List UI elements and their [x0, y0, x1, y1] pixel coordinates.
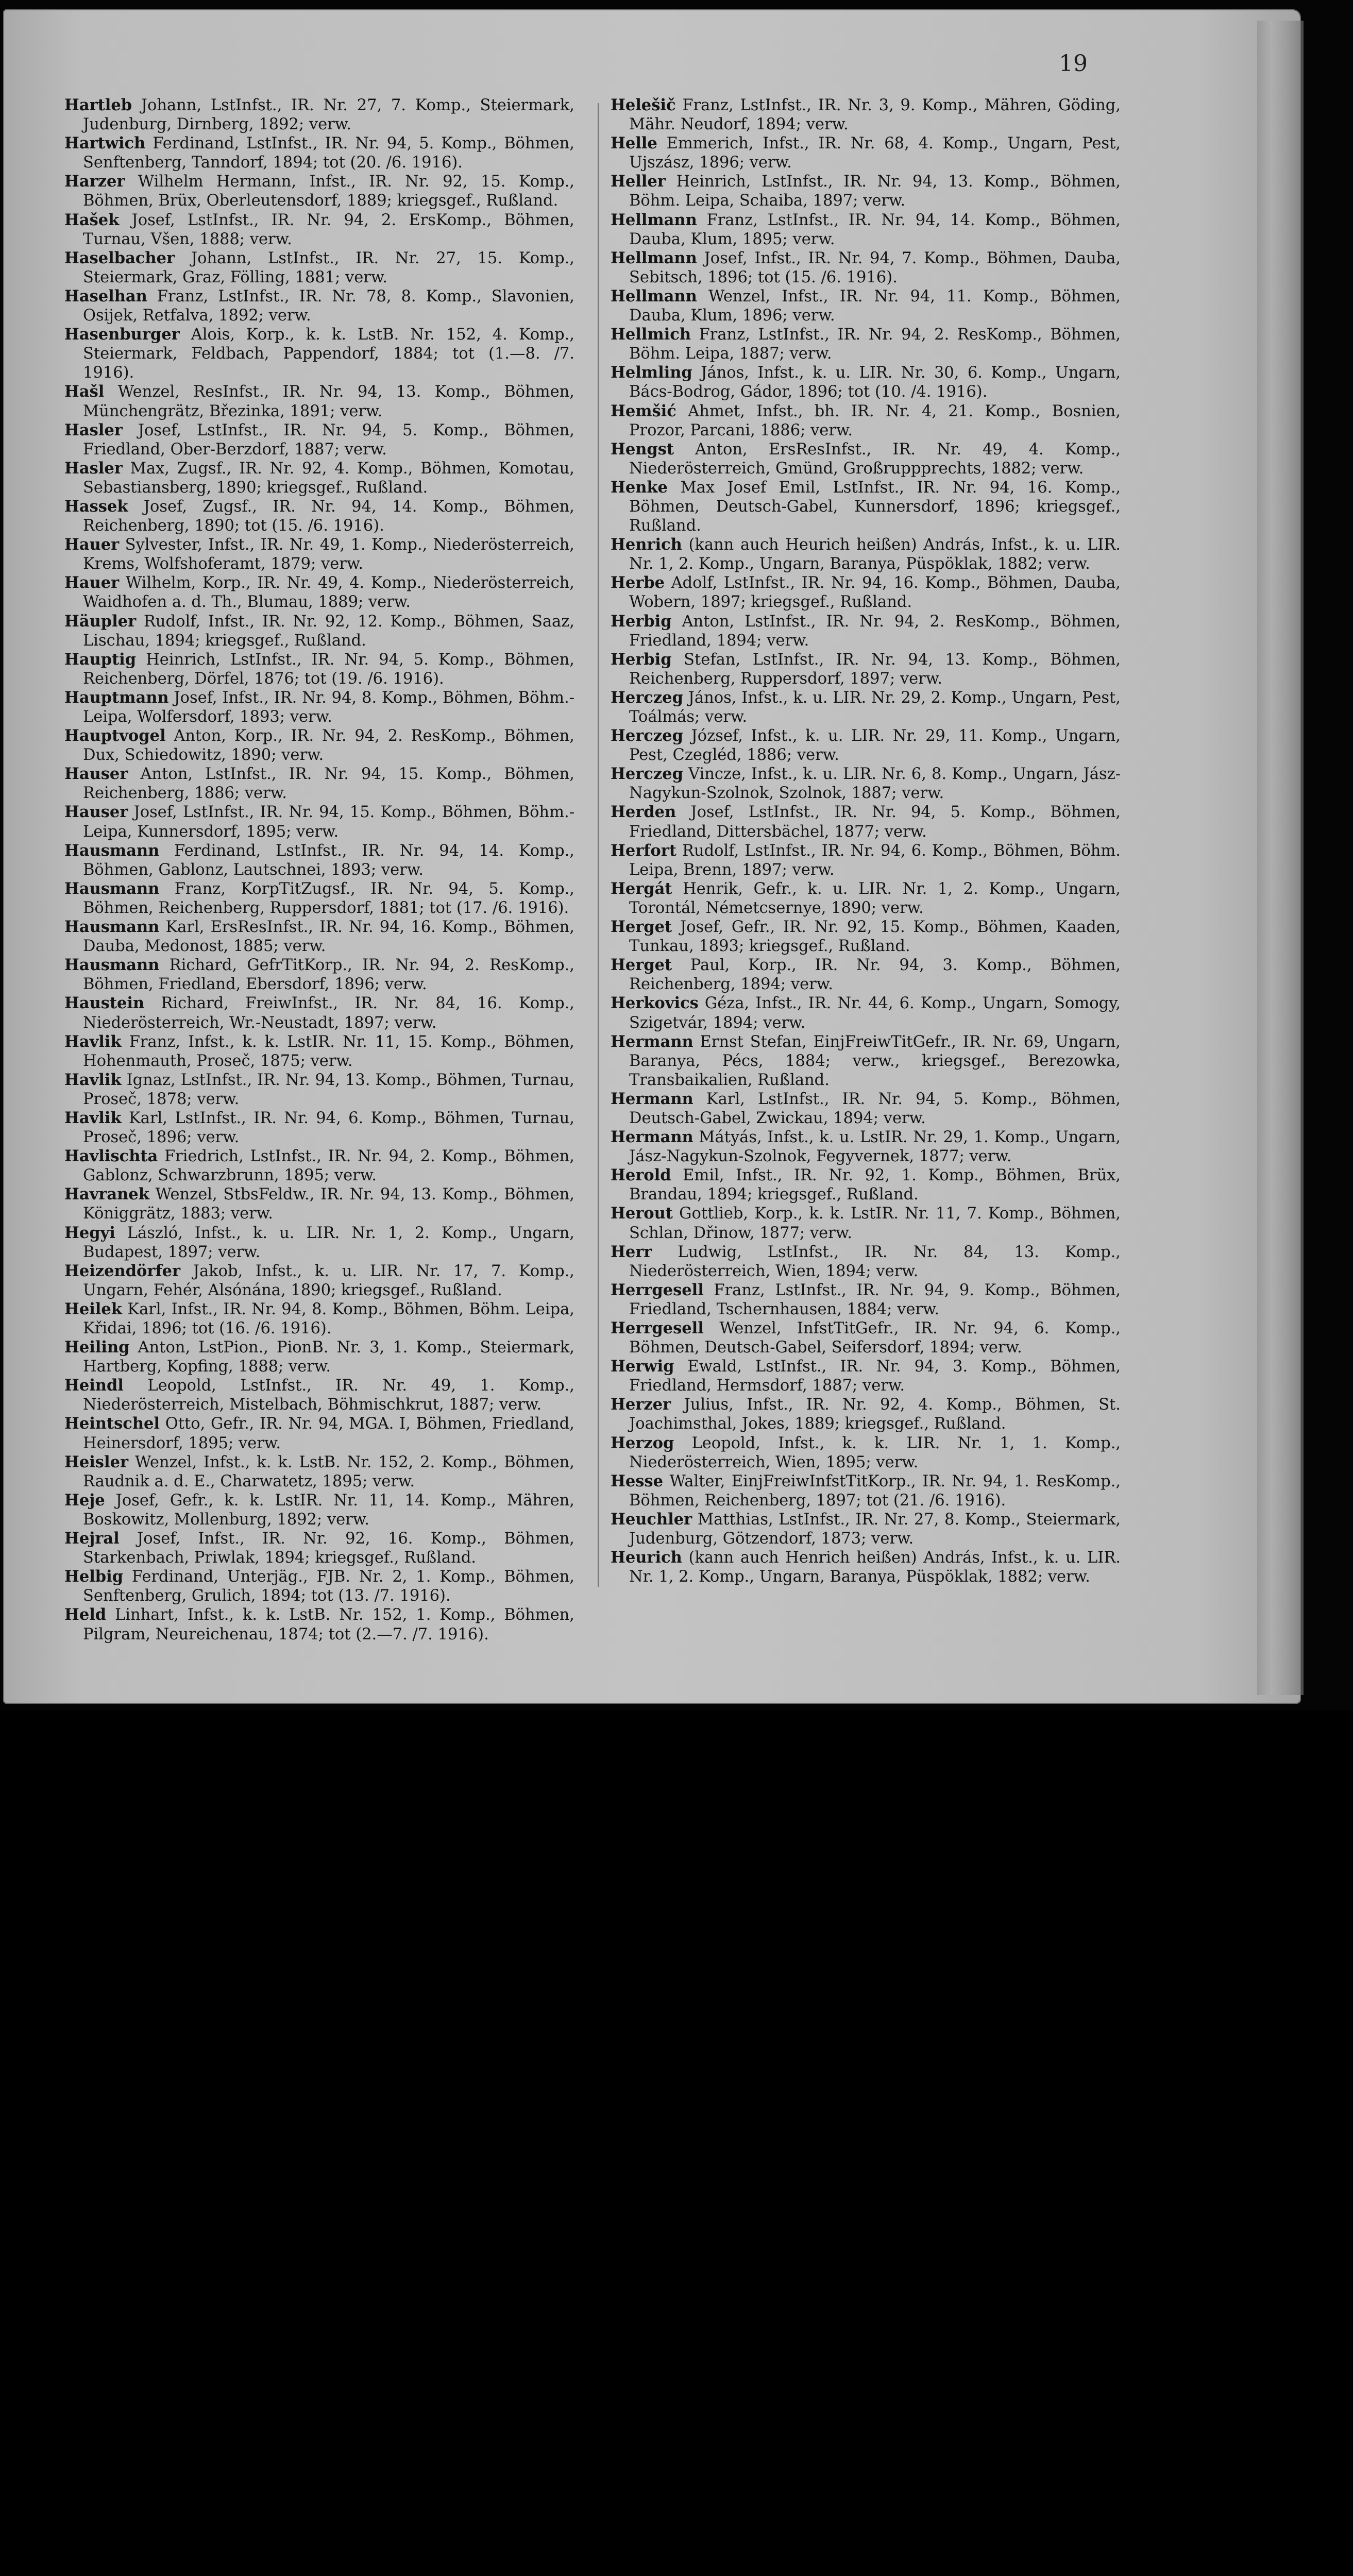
entry-surname: Hellmann — [611, 248, 697, 267]
list-entry — [611, 1128, 1121, 1166]
list-entry — [611, 363, 1121, 401]
entry-surname: Hauer — [64, 573, 120, 592]
list-entry — [64, 803, 574, 841]
list-entry — [611, 994, 1121, 1032]
list-entry — [611, 402, 1121, 440]
entry-details: Franz, Infst., k. k. LstIR. Nr. 11, 15. Komp., Böhmen, Hohenmauth, Proseč, 1875; verw. — [83, 1032, 574, 1070]
list-entry — [611, 1357, 1121, 1395]
list-entry — [64, 841, 574, 879]
entry-details: Anton, LstPion., PionB. Nr. 3, 1. Komp., Steiermark, Hartberg, Kopfing, 1888; verw. — [83, 1338, 574, 1376]
entry-details: Anton, LstInfst., IR. Nr. 94, 15. Komp., Böhmen, Reichenberg, 1886; verw. — [83, 765, 574, 803]
entry-surname: Hesse — [611, 1471, 663, 1490]
entry-surname: Herbe — [611, 573, 665, 592]
list-entry — [611, 956, 1121, 994]
entry-details: Paul, Korp., IR. Nr. 94, 3. Komp., Böhmen, Reichenberg, 1894; verw. — [629, 956, 1121, 994]
entry-details: Anton, Korp., IR. Nr. 94, 2. ResKomp., Böhmen, Dux, Schiedowitz, 1890; verw. — [83, 727, 574, 765]
entry-details: Wilhelm Hermann, Infst., IR. Nr. 92, 15. Komp., Böhmen, Brüx, Oberleutensdorf, 1889; kriegsgef., Rußland. — [83, 173, 574, 210]
entry-details: Karl, ErsResInfst., IR. Nr. 94, 16. Komp., Böhmen, Dauba, Medonost, 1885; verw. — [83, 918, 574, 956]
entry-surname: Herden — [611, 803, 676, 822]
list-entry — [64, 382, 574, 420]
list-entry — [611, 134, 1121, 172]
entry-details: Josef, LstInfst., IR. Nr. 94, 2. ErsKomp., Böhmen, Turnau, Všen, 1888; verw. — [83, 211, 574, 248]
entry-details: Wenzel, ResInfst., IR. Nr. 94, 13. Komp., Böhmen, Münchengrätz, Březinka, 1891; verw. — [83, 383, 574, 420]
entry-details: Wenzel, Infst., IR. Nr. 94, 11. Komp., Böhmen, Dauba, Klum, 1896; verw. — [629, 287, 1121, 325]
list-entry — [64, 287, 574, 325]
entry-details: Franz, LstInfst., IR. Nr. 78, 8. Komp., Slavonien, Osijek, Retfalva, 1892; verw. — [83, 287, 574, 325]
list-entry — [64, 573, 574, 612]
entry-surname: Hergát — [611, 879, 672, 898]
entry-surname: Hauptig — [64, 650, 137, 669]
entry-surname: Herzer — [611, 1395, 671, 1414]
entry-details: Leopold, Infst., k. k. LIR. Nr. 1, 1. Komp., Niederösterreich, Wien, 1895; verw. — [629, 1434, 1121, 1471]
entry-details: Henrik, Gefr., k. u. LIR. Nr. 1, 2. Komp., Ungarn, Torontál, Németcsernye, 1890; verw. — [629, 879, 1121, 917]
entry-surname: Heisler — [64, 1452, 129, 1471]
list-entry — [611, 440, 1121, 478]
entry-details: Karl, LstInfst., IR. Nr. 94, 5. Komp., Böhmen, Deutsch-Gabel, Zwickau, 1894; verw. — [629, 1090, 1121, 1127]
entry-surname: Herwig — [611, 1357, 674, 1376]
list-entry — [64, 1147, 574, 1185]
entry-surname: Herget — [611, 918, 672, 937]
list-entry — [611, 841, 1121, 879]
entry-surname: Havlischta — [64, 1147, 158, 1166]
list-entry — [64, 1453, 574, 1491]
paper-edge — [1257, 21, 1304, 1695]
entry-details: Anton, ErsResInfst., IR. Nr. 49, 4. Komp., Niederösterreich, Gmünd, Großruppprechts, 1882; verw. — [629, 440, 1121, 478]
entry-details: Heinrich, LstInfst., IR. Nr. 94, 13. Komp., Böhmen, Böhm. Leipa, Schaiba, 1897; verw. — [629, 173, 1121, 210]
list-entry — [64, 249, 574, 287]
entry-surname: Herczeg — [611, 688, 683, 707]
list-entry — [64, 879, 574, 918]
entry-details: Max Josef Emil, LstInfst., IR. Nr. 94, 16. Komp., Böhmen, Deutsch-Gabel, Kunnersdorf, 1896; kriegsgef., Rußland. — [629, 478, 1121, 535]
entry-details: Josef, Infst., IR. Nr. 94, 8. Komp., Böhmen, Böhm.-Leipa, Wolfersdorf, 1893; verw. — [83, 688, 574, 726]
entry-details: László, Infst., k. u. LIR. Nr. 1, 2. Komp., Ungarn, Budapest, 1897; verw. — [83, 1224, 574, 1261]
list-entry — [64, 1071, 574, 1109]
entry-details: Gottlieb, Korp., k. k. LstIR. Nr. 11, 7. Komp., Böhmen, Schlan, Dřinow, 1877; verw. — [629, 1205, 1121, 1242]
entry-details: Ludwig, LstInfst., IR. Nr. 84, 13. Komp., Niederösterreich, Wien, 1894; verw. — [629, 1243, 1121, 1280]
entry-surname: Harzer — [64, 172, 125, 191]
entry-details: (kann auch Heurich heißen) András, Infst., k. u. LIR. Nr. 1, 2. Komp., Ungarn, Baranya, Püspöklak, 1882; verw. — [629, 536, 1121, 573]
list-entry — [64, 421, 574, 459]
entry-details: Mátyás, Infst., k. u. LstIR. Nr. 29, 1. Komp., Ungarn, Jász-Nagykun-Szolnok, Fegyvernek, 1877; verw. — [629, 1128, 1121, 1166]
entry-surname: Hauser — [64, 803, 128, 822]
entry-details: Alois, Korp., k. k. LstB. Nr. 152, 4. Komp., Steiermark, Feldbach, Pappendorf, 1884; tot (1.—8. /7. 1916). — [83, 326, 574, 382]
list-entry — [611, 535, 1121, 573]
list-entry — [611, 249, 1121, 287]
entry-details: Josef, Gefr., IR. Nr. 92, 15. Komp., Böhmen, Kaaden, Tunkau, 1893; kriegsgef., Rußland. — [629, 918, 1121, 956]
entry-surname: Herrgesell — [611, 1319, 704, 1337]
entry-surname: Herczeg — [611, 765, 683, 784]
entry-details: Josef, LstInfst., IR. Nr. 94, 5. Komp., Böhmen, Friedland, Dittersbächel, 1877; verw. — [629, 803, 1121, 841]
entry-details: Josef, Infst., IR. Nr. 94, 7. Komp., Böhmen, Dauba, Sebitsch, 1896; tot (15. /6. 1916). — [629, 249, 1121, 286]
entry-surname: Hasler — [64, 420, 123, 439]
list-entry — [64, 726, 574, 765]
entry-details: Franz, LstInfst., IR. Nr. 94, 2. ResKomp., Böhmen, Böhm. Leipa, 1887; verw. — [629, 326, 1121, 363]
list-entry — [611, 1090, 1121, 1128]
entry-surname: Hellmich — [611, 325, 691, 344]
entry-surname: Hausmann — [64, 956, 160, 975]
entry-surname: Havlik — [64, 1032, 122, 1051]
entry-details: Ernst Stefan, EinjFreiwTitGefr., IR. Nr. 69, Ungarn, Baranya, Pécs, 1884; verw., kriegsgef., Berezowka, Transbaikalien, Rußland. — [629, 1032, 1121, 1089]
entry-surname: Heuchler — [611, 1510, 692, 1529]
entry-details: Friedrich, LstInfst., IR. Nr. 94, 2. Komp., Böhmen, Gablonz, Schwarzbrunn, 1895; verw. — [83, 1147, 574, 1185]
entry-surname: Heje — [64, 1490, 105, 1510]
entry-surname: Hauser — [64, 765, 128, 784]
entry-surname: Hausmann — [64, 918, 160, 937]
entry-surname: Haselbacher — [64, 248, 175, 267]
entry-surname: Herzog — [611, 1433, 674, 1452]
list-entry — [611, 879, 1121, 918]
entry-surname: Heilek — [64, 1299, 122, 1318]
list-entry — [611, 650, 1121, 688]
list-entry — [64, 1529, 574, 1567]
entry-details: János, Infst., k. u. LIR. Nr. 30, 6. Komp., Ungarn, Bács-Bodrog, Gádor, 1896; tot (10. /4. 1916). — [629, 364, 1121, 401]
entry-details: József, Infst., k. u. LIR. Nr. 29, 11. Komp., Ungarn, Pest, Czegléd, 1886; verw. — [629, 727, 1121, 765]
list-entry — [611, 688, 1121, 726]
entry-surname: Heiling — [64, 1338, 130, 1357]
entry-details: Ewald, LstInfst., IR. Nr. 94, 3. Komp., Böhmen, Friedland, Hermsdorf, 1887; verw. — [629, 1358, 1121, 1395]
entry-surname: Heizendörfer — [64, 1261, 181, 1280]
list-entry — [64, 325, 574, 382]
page-number: 19 — [1059, 50, 1088, 77]
entry-details: Karl, Infst., IR. Nr. 94, 8. Komp., Böhmen, Böhm. Leipa, Křidai, 1896; tot (16. /6. 1916). — [83, 1300, 574, 1337]
entry-details: Linhart, Infst., k. k. LstB. Nr. 152, 1. Komp., Böhmen, Pilgram, Neureichenau, 1874; tot (2.—7. /7. 1916). — [83, 1606, 574, 1643]
list-entry — [64, 1376, 574, 1414]
entry-details: Wenzel, Infst., k. k. LstB. Nr. 152, 2. Komp., Böhmen, Raudnik a. d. E., Charwatetz, 1895; verw. — [83, 1453, 574, 1490]
entry-details: Otto, Gefr., IR. Nr. 94, MGA. I, Böhmen, Friedland, Heinersdorf, 1895; verw. — [83, 1415, 574, 1452]
list-entry — [611, 1548, 1121, 1586]
entry-details: Rudolf, LstInfst., IR. Nr. 94, 6. Komp., Böhmen, Böhm. Leipa, Brenn, 1897; verw. — [629, 841, 1121, 879]
list-entry — [64, 1567, 574, 1605]
list-entry — [611, 803, 1121, 841]
entry-details: Ferdinand, Unterjäg., FJB. Nr. 2, 1. Komp., Böhmen, Senftenberg, Grulich, 1894; tot (13. /7. 1916). — [83, 1568, 574, 1605]
list-entry — [64, 650, 574, 688]
entry-surname: Hermann — [611, 1128, 694, 1147]
entry-surname: Hartwich — [64, 134, 146, 153]
entry-surname: Hašek — [64, 210, 120, 229]
list-entry — [611, 1166, 1121, 1204]
list-entry — [611, 918, 1121, 956]
list-entry — [611, 1472, 1121, 1510]
entry-details: Emil, Infst., IR. Nr. 92, 1. Komp., Böhmen, Brüx, Brandau, 1894; kriegsgef., Rußland. — [629, 1166, 1121, 1204]
list-entry — [64, 1414, 574, 1452]
entry-surname: Hausmann — [64, 841, 160, 860]
list-entry — [611, 325, 1121, 363]
list-entry — [64, 172, 574, 210]
entry-details: Josef, Zugsf., IR. Nr. 94, 14. Komp., Böhmen, Reichenberg, 1890; tot (15. /6. 1916). — [83, 497, 574, 535]
entry-surname: Hemšić — [611, 401, 676, 420]
entry-surname: Heintschel — [64, 1414, 160, 1433]
entry-surname: Hasler — [64, 459, 123, 478]
list-entry — [64, 1491, 574, 1529]
entry-surname: Herget — [611, 956, 672, 975]
list-entry — [611, 287, 1121, 325]
entry-surname: Hasenburger — [64, 325, 180, 344]
list-entry — [611, 96, 1121, 134]
entry-details: Walter, EinjFreiwInfstTitKorp., IR. Nr. 94, 1. ResKomp., Böhmen, Reichenberg, 1897; tot (21. /6. 1916). — [629, 1472, 1121, 1510]
entry-details: Ferdinand, LstInfst., IR. Nr. 94, 14. Komp., Böhmen, Gablonz, Lautschnei, 1893; verw. — [83, 841, 574, 879]
entry-surname: Henke — [611, 478, 668, 497]
list-entry — [64, 1605, 574, 1643]
entry-surname: Helle — [611, 134, 657, 153]
list-entry — [64, 459, 574, 497]
entry-surname: Havlik — [64, 1108, 122, 1127]
list-entry — [64, 994, 574, 1032]
list-entry — [64, 1109, 574, 1147]
entry-details: Josef, LstInfst., IR. Nr. 94, 15. Komp., Böhmen, Böhm.-Leipa, Kunnersdorf, 1895; verw. — [83, 803, 574, 841]
list-entry — [611, 478, 1121, 535]
entry-details: Sylvester, Infst., IR. Nr. 49, 1. Komp., Niederösterreich, Krems, Wolfshoferamt, 1879; verw. — [83, 536, 574, 573]
list-entry — [611, 573, 1121, 612]
list-entry — [611, 1204, 1121, 1242]
entry-details: Géza, Infst., IR. Nr. 44, 6. Komp., Ungarn, Somogy, Szigetvár, 1894; verw. — [629, 994, 1121, 1032]
list-entry — [64, 497, 574, 535]
entry-surname: Herr — [611, 1242, 652, 1261]
list-entry — [64, 612, 574, 650]
list-entry — [611, 1243, 1121, 1281]
entry-surname: Hellmann — [611, 286, 697, 306]
entry-surname: Herfort — [611, 841, 676, 860]
entry-details: Jakob, Infst., k. u. LIR. Nr. 17, 7. Komp., Ungarn, Fehér, Alsónána, 1890; kriegsgef., Rußland. — [83, 1262, 574, 1299]
entry-surname: Haselhan — [64, 286, 147, 306]
entry-surname: Havlik — [64, 1070, 122, 1089]
entry-surname: Häupler — [64, 612, 137, 631]
entry-surname: Havranek — [64, 1185, 149, 1204]
entry-details: Rudolf, Infst., IR. Nr. 92, 12. Komp., Böhmen, Saaz, Lischau, 1894; kriegsgef., Rußland. — [83, 612, 574, 650]
list-entry — [611, 726, 1121, 765]
entry-surname: Hausmann — [64, 879, 160, 898]
entry-surname: Herrgesell — [611, 1280, 704, 1299]
entry-details: Franz, KorpTitZugsf., IR. Nr. 94, 5. Komp., Böhmen, Reichenberg, Ruppersdorf, 1881; tot (17. /6. 1916). — [83, 879, 574, 917]
list-entry — [64, 96, 574, 134]
entry-details: Ferdinand, LstInfst., IR. Nr. 94, 5. Komp., Böhmen, Senftenberg, Tanndorf, 1894; tot (20. /6. 1916). — [83, 134, 574, 172]
entry-surname: Herbig — [611, 650, 672, 669]
entry-surname: Hartleb — [64, 96, 132, 114]
entry-details: János, Infst., k. u. LIR. Nr. 29, 2. Komp., Ungarn, Pest, Toálmás; verw. — [629, 688, 1121, 726]
list-entry — [611, 172, 1121, 210]
entry-details: Matthias, LstInfst., IR. Nr. 27, 8. Komp., Steiermark, Judenburg, Götzendorf, 1873; verw. — [629, 1510, 1121, 1548]
entry-details: Adolf, LstInfst., IR. Nr. 94, 16. Komp., Böhmen, Dauba, Wobern, 1897; kriegsgef., Rußland. — [629, 574, 1121, 612]
left-column — [64, 96, 574, 1644]
entry-details: Wenzel, StbsFeldw., IR. Nr. 94, 13. Komp., Böhmen, Königgrätz, 1883; verw. — [83, 1185, 574, 1223]
list-entry — [611, 1510, 1121, 1548]
entry-surname: Herold — [611, 1166, 671, 1185]
entry-details: Leopold, LstInfst., IR. Nr. 49, 1. Komp., Niederösterreich, Mistelbach, Böhmischkrut, 1887; verw. — [83, 1377, 574, 1414]
entry-details: Ahmet, Infst., bh. IR. Nr. 4, 21. Komp., Bosnien, Prozor, Parcani, 1886; verw. — [629, 402, 1121, 439]
list-entry — [611, 1395, 1121, 1433]
entry-surname: Herczeg — [611, 726, 683, 745]
list-entry — [611, 1032, 1121, 1090]
entry-surname: Hermann — [611, 1032, 694, 1051]
entry-details: Johann, LstInfst., IR. Nr. 27, 7. Komp., Steiermark, Judenburg, Dirnberg, 1892; verw. — [83, 96, 574, 134]
right-column — [611, 96, 1121, 1586]
entry-surname: Hašl — [64, 382, 105, 401]
entry-details: Anton, LstInfst., IR. Nr. 94, 2. ResKomp., Böhmen, Friedland, 1894; verw. — [629, 612, 1121, 650]
list-entry — [611, 1319, 1121, 1357]
list-entry — [64, 1032, 574, 1071]
entry-surname: Herout — [611, 1204, 673, 1223]
list-entry — [611, 1434, 1121, 1472]
entry-surname: Hassek — [64, 497, 128, 516]
list-entry — [64, 535, 574, 573]
entry-surname: Hauptvogel — [64, 726, 166, 745]
entry-details: Johann, LstInfst., IR. Nr. 27, 15. Komp., Steiermark, Graz, Fölling, 1881; verw. — [83, 249, 574, 286]
entry-details: Wilhelm, Korp., IR. Nr. 49, 4. Komp., Niederösterreich, Waidhofen a. d. Th., Blumau, 1889; verw. — [83, 574, 574, 612]
entry-surname: Herkovics — [611, 994, 699, 1013]
list-entry — [611, 765, 1121, 803]
list-entry — [64, 1262, 574, 1300]
entry-surname: Henrich — [611, 535, 682, 554]
entry-details: Franz, LstInfst., IR. Nr. 3, 9. Komp., Mähren, Göding, Mähr. Neudorf, 1894; verw. — [629, 96, 1121, 134]
entry-details: Julius, Infst., IR. Nr. 92, 4. Komp., Böhmen, St. Joachimsthal, Jokes, 1889; kriegsgef., Rußland. — [629, 1396, 1121, 1433]
entry-details: Vincze, Infst., k. u. LIR. Nr. 6, 8. Komp., Ungarn, Jász-Nagykun-Szolnok, Szolnok, 1887; verw. — [629, 765, 1121, 803]
list-entry — [611, 612, 1121, 650]
entry-surname: Helmling — [611, 363, 692, 382]
entry-details: Wenzel, InfstTitGefr., IR. Nr. 94, 6. Komp., Böhmen, Deutsch-Gabel, Seifersdorf, 1894; verw. — [629, 1319, 1121, 1357]
list-entry — [611, 211, 1121, 249]
entry-surname: Hauer — [64, 535, 120, 554]
entry-surname: Hengst — [611, 439, 674, 459]
list-entry — [611, 1281, 1121, 1319]
entry-details: Franz, LstInfst., IR. Nr. 94, 9. Komp., Böhmen, Friedland, Tschernhausen, 1884; verw. — [629, 1281, 1121, 1318]
entry-details: Josef, Gefr., k. k. LstIR. Nr. 11, 14. Komp., Mähren, Boskowitz, Mollenburg, 1892; verw. — [83, 1491, 574, 1529]
entry-details: Ignaz, LstInfst., IR. Nr. 94, 13. Komp., Böhmen, Turnau, Proseč, 1878; verw. — [83, 1071, 574, 1108]
list-entry — [64, 1185, 574, 1223]
entry-surname: Haustein — [64, 994, 145, 1013]
entry-surname: Hermann — [611, 1089, 694, 1108]
entry-surname: Hejral — [64, 1529, 120, 1548]
entry-details: Stefan, LstInfst., IR. Nr. 94, 13. Komp., Böhmen, Reichenberg, Ruppersdorf, 1897; verw. — [629, 650, 1121, 688]
entry-details: Richard, GefrTitKorp., IR. Nr. 94, 2. ResKomp., Böhmen, Friedland, Ebersdorf, 1896; verw. — [83, 956, 574, 994]
list-entry — [64, 765, 574, 803]
entry-surname: Hellmann — [611, 210, 697, 229]
entry-surname: Hegyi — [64, 1223, 115, 1242]
entry-details: Josef, Infst., IR. Nr. 92, 16. Komp., Böhmen, Starkenbach, Priwlak, 1894; kriegsgef., Rußland. — [83, 1530, 574, 1567]
list-entry — [64, 1338, 574, 1376]
list-entry — [64, 688, 574, 726]
entry-details: Emmerich, Infst., IR. Nr. 68, 4. Komp., Ungarn, Pest, Ujszász, 1896; verw. — [629, 134, 1121, 172]
entry-details: (kann auch Henrich heißen) András, Infst., k. u. LIR. Nr. 1, 2. Komp., Ungarn, Baranya, Püspöklak, 1882; verw. — [629, 1549, 1121, 1586]
entry-details: Franz, LstInfst., IR. Nr. 94, 14. Komp., Böhmen, Dauba, Klum, 1895; verw. — [629, 211, 1121, 248]
entry-details: Max, Zugsf., IR. Nr. 92, 4. Komp., Böhmen, Komotau, Sebastiansberg, 1890; kriegsgef., Rußland. — [83, 459, 574, 497]
entry-surname: Held — [64, 1605, 107, 1624]
entry-details: Karl, LstInfst., IR. Nr. 94, 6. Komp., Böhmen, Turnau, Proseč, 1896; verw. — [83, 1109, 574, 1147]
list-entry — [64, 918, 574, 956]
list-entry — [64, 211, 574, 249]
list-entry — [64, 1224, 574, 1262]
entry-surname: Heindl — [64, 1376, 124, 1395]
list-entry — [64, 134, 574, 172]
entry-details: Richard, FreiwInfst., IR. Nr. 84, 16. Komp., Niederösterreich, Wr.-Neustadt, 1897; verw. — [83, 994, 574, 1032]
entry-surname: Herbig — [611, 612, 672, 631]
entry-surname: Helešič — [611, 96, 676, 114]
entry-surname: Helbig — [64, 1567, 124, 1586]
entry-details: Josef, LstInfst., IR. Nr. 94, 5. Komp., Böhmen, Friedland, Ober-Berzdorf, 1887; verw. — [83, 421, 574, 459]
entry-surname: Hauptmann — [64, 688, 169, 707]
list-entry — [64, 1300, 574, 1338]
list-entry — [64, 956, 574, 994]
entry-surname: Heurich — [611, 1548, 682, 1567]
entry-details: Heinrich, LstInfst., IR. Nr. 94, 5. Komp., Böhmen, Reichenberg, Dörfel, 1876; tot (19. /6. 1916). — [83, 650, 574, 688]
entry-surname: Heller — [611, 172, 666, 191]
viewer-footer — [0, 1710, 1353, 1851]
column-divider — [598, 103, 599, 1587]
